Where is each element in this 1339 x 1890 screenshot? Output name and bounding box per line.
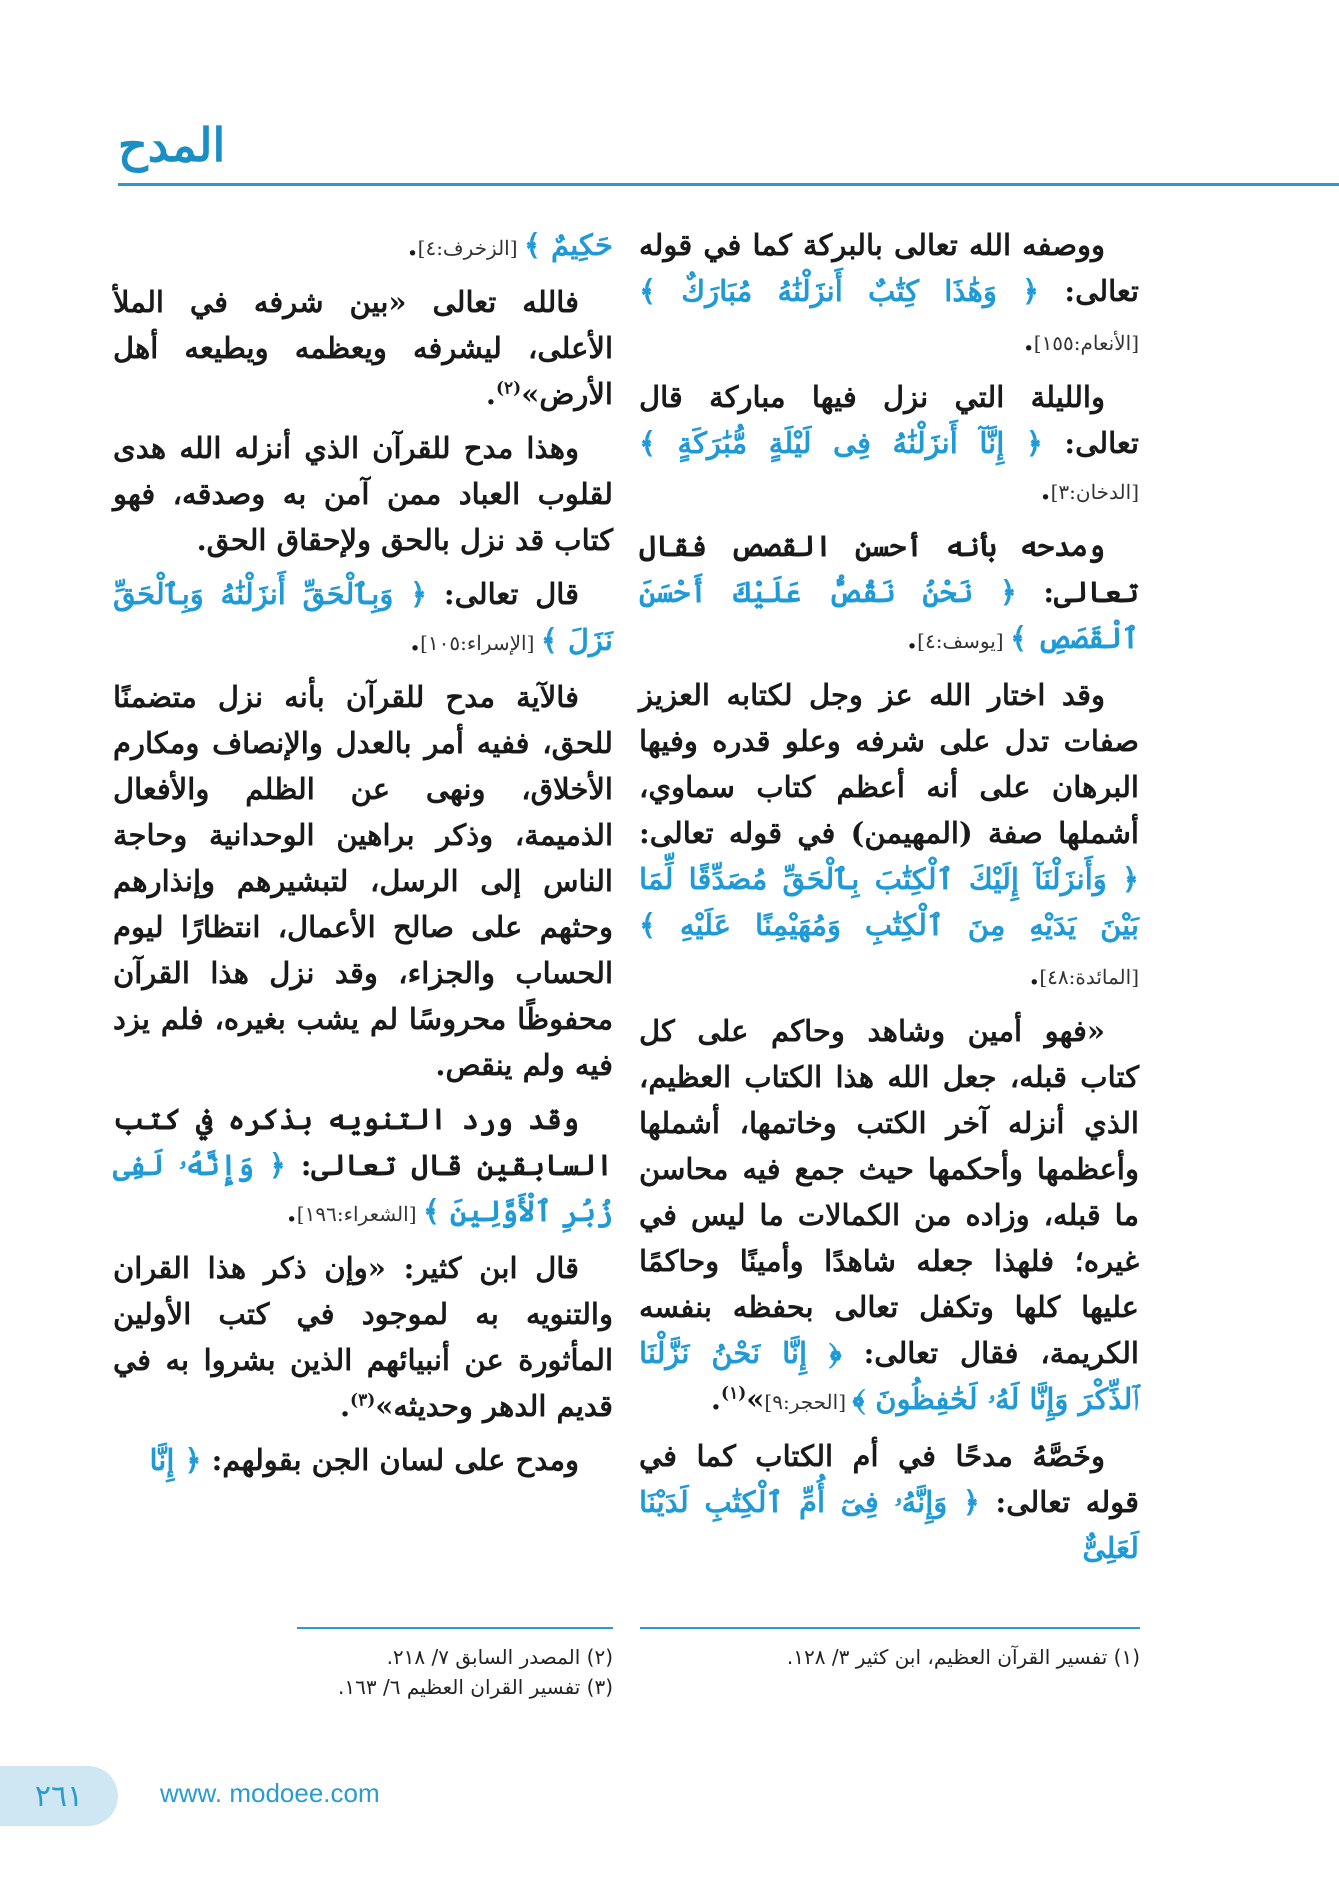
paragraph [639, 672, 1139, 1000]
quran-verse: ﴿ وَبِٱلْحَقِّ أَنزَلْنَٰهُ وَبِٱلْحَقِّ نَزَلَ ﴾ [113, 577, 613, 657]
footnotes-right [640, 1642, 1140, 1672]
footnote: (٢) المصدر السابق ٧/ ٢١٨. [386, 1645, 613, 1669]
footnote-marker: (١) [721, 1383, 747, 1404]
body-text: . [1040, 472, 1051, 506]
footnote-divider-left [297, 1627, 613, 1629]
paragraph [639, 1433, 1139, 1571]
body-text: وقد ورد التنويه بذكره في كتب السابقين قال تعالى: [113, 1102, 613, 1182]
paragraph [113, 425, 613, 563]
verse-reference: [الشعراء:١٩٦] [296, 1202, 423, 1226]
quran-verse: ﴿ وَإِنَّهُۥ لَفِى زُبُرِ ٱلْأَوَّلِينَ ﴾ [113, 1148, 613, 1228]
quran-verse: ﴿ إِنَّا نَحْنُ نَزَّلْنَا ٱلذِّكْرَ وَإِنَّا لَهُۥ لَحَٰفِظُونَ ﴾ [639, 1336, 1139, 1416]
quran-verse: حَكِيمٌ ﴾ [523, 228, 613, 262]
paragraph [639, 222, 1139, 366]
verse-reference: [الدخان:٣] [1050, 480, 1139, 504]
quran-verse: ﴿ وَهَٰذَا كِتَٰبٌ أَنزَلْنَٰهُ مُبَارَكٌ ﴾ [639, 274, 1040, 308]
verse-reference: [المائدة:٤٨] [1039, 965, 1139, 989]
body-text: ومدح على لسان الجن بقولهم: [201, 1443, 579, 1477]
footnote-marker: (٣) [350, 1390, 376, 1411]
paragraph [113, 571, 613, 666]
body-text: فالآية مدح للقرآن بأنه نزل متضمنًا للحق، ففيه أمر بالعدل والإنصاف ومكارم الأخلاق، ونهى عن الظلم والأفعال الذميمة، وذكر براهين الوحدانية وحاجة الناس إلى الرسل، لتبشيرهم وإنذارهم وحثهم على صالح الأعمال، انتظارًا ليوم الحساب والجزاء، وقد نزل هذا القرآن محفوظًا محروسًا لم يشب بغيره، فلم يزد فيه ولم ينقص. [113, 680, 613, 1082]
footnote: (٣) تفسير القران العظيم ٦/ ١٦٣. [338, 1675, 613, 1699]
body-text: ومدحه بأنه أحسن القصص فقال تعالى: [639, 529, 1139, 609]
body-text: قال تعالى: [427, 577, 579, 611]
paragraph [639, 523, 1139, 664]
body-text: . [407, 228, 418, 262]
body-text: . [710, 1382, 722, 1416]
footnote-divider-right [640, 1627, 1140, 1629]
verse-reference: [الإسراء:١٠٥] [420, 631, 541, 655]
page-number: ٢٦١ [34, 1778, 84, 1814]
paragraph [639, 374, 1139, 515]
body-text: وخَصَّهُ مدحًا في أم الكتاب كما في قوله تعالى: [639, 1439, 1139, 1519]
body-text: . [907, 621, 918, 655]
verse-reference: [الزخرف:٤] [417, 236, 524, 260]
paragraph [113, 222, 613, 271]
paragraph [639, 1008, 1139, 1425]
body-text: وقد اختار الله عز وجل لكتابه العزيز صفات تدل على شرفه وعلو قدره وفيها البرهان على أنه أعظم كتاب سماوي، أشملها صفة (المهيمن) في قوله تعالى: [639, 678, 1139, 850]
verse-reference: [الحجر:٩] [764, 1390, 853, 1414]
verse-reference: [يوسف:٤] [917, 629, 1010, 653]
left-column [113, 222, 613, 1491]
page-title: المدح [118, 118, 226, 172]
body-text: والليلة التي نزل فيها مباركة قال تعالى: [639, 380, 1139, 460]
quran-verse: ﴿ نَحْنُ نَقُصُّ عَلَيْكَ أَحْسَنَ ٱلْقَصَصِ ﴾ [639, 575, 1139, 655]
paragraph [113, 1245, 613, 1429]
body-text: . [485, 377, 496, 411]
body-text: ووصفه الله تعالى بالبركة كما في قوله تعالى: [639, 228, 1139, 308]
paragraph [113, 279, 613, 417]
website-link[interactable]: www. modoee.com [160, 1778, 380, 1808]
paragraph [113, 1096, 613, 1237]
body-text: فالله تعالى «بين شرفه في الملأ الأعلى، ليشرفه ويعظمه ويطيعه أهل الأرض» [113, 285, 613, 411]
right-column [639, 222, 1139, 1579]
quran-verse: ﴿ وَأَنزَلْنَآ إِلَيْكَ ٱلْكِتَٰبَ بِٱلْحَقِّ مُصَدِّقًا لِّمَا بَيْنَ يَدَيْهِ مِنَ ٱلْكِتَٰبِ وَمُهَيْمِنًا عَلَيْهِ ﴾ [639, 862, 1139, 942]
body-text: » [746, 1382, 765, 1416]
footnote-marker: (٢) [495, 378, 522, 399]
paragraph [113, 674, 613, 1088]
quran-verse: ﴿ إِنَّآ أَنزَلْنَٰهُ فِى لَيْلَةٍ مُّبَٰرَكَةٍ ﴾ [639, 426, 1043, 460]
body-text: . [339, 1389, 351, 1423]
body-text: . [286, 1194, 297, 1228]
page-number-badge [0, 1766, 118, 1826]
body-text: قال ابن كثير: «وإن ذكر هذا القران والتنويه به لموجود في كتب الأولين المأثورة عن أنبيائهم الذين بشروا به في قديم الدهر وحديثه» [113, 1251, 613, 1423]
header-divider [118, 183, 1339, 186]
verse-reference: [الأنعام:١٥٥] [1033, 331, 1139, 355]
footnote: (١) تفسير القرآن العظيم، ابن كثير ٣/ ١٢٨. [786, 1645, 1140, 1669]
body-text: وهذا مدح للقرآن الذي أنزله الله هدى لقلوب العباد ممن آمن به وصدقه، فهو كتاب قد نزل بالحق ولإحقاق الحق. [113, 431, 613, 557]
quran-verse: ﴿ إِنَّا [149, 1443, 202, 1477]
quran-verse: ﴿ وَإِنَّهُۥ فِىٓ أُمِّ ٱلْكِتَٰبِ لَدَيْنَا لَعَلِىٌّ [639, 1485, 1139, 1565]
footnotes-left [113, 1642, 613, 1702]
body-text: . [409, 623, 421, 657]
body-text: . [1023, 323, 1034, 357]
body-text: . [1029, 957, 1040, 991]
body-text: «فهو أمين وشاهد وحاكم على كل كتاب قبله، جعل الله هذا الكتاب العظيم، الذي أنزله آخر الكتب وخاتمها، أشملها وأعظمها وأحكمها حيث جمع فيه محاسن ما قبله، وزاده من الكمالات ما ليس في غيره؛ فلهذا جعله شاهدًا وأمينًا وحاكمًا عليها كلها وتكفل تعالى بحفظه بنفسه الكريمة، فقال تعالى: [639, 1014, 1139, 1370]
paragraph [113, 1437, 613, 1483]
